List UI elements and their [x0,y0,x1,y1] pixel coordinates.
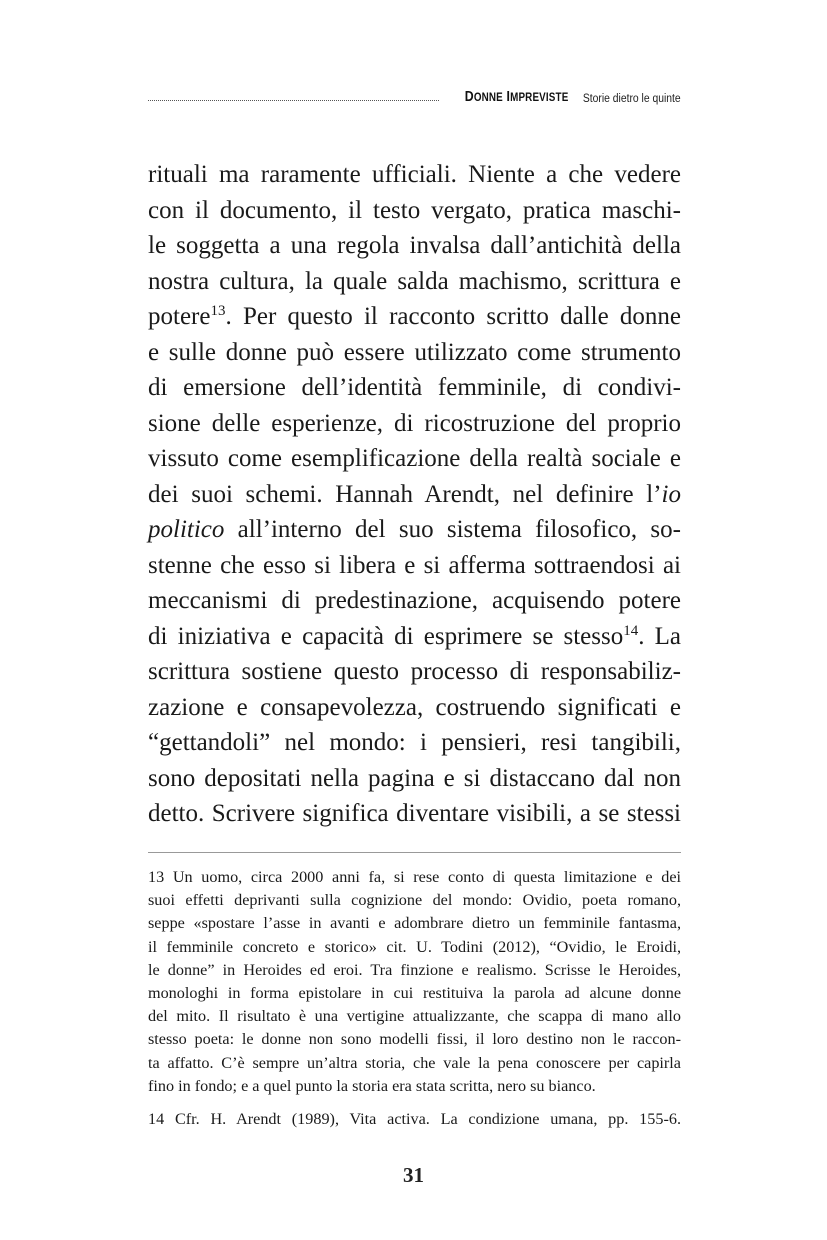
footnotes [148,866,681,1131]
footnote-line: le donne” in Heroides ed eroi. Tra finzione e realismo. Scrisse le Heroides, [148,960,681,979]
body-line: detto. Scrivere significa diventare visibili, a se stessi [148,800,681,827]
body-line: stenne che esso si libera e si afferma sottraendosi ai [148,551,681,579]
body-line: rituali ma raramente ufficiali. Niente a che vedere [148,161,681,188]
book-title-rest-2: MPREVISTE [509,90,569,104]
footnote-ref-14[interactable]: 14 [623,622,639,639]
footnote-line: 13 Un uomo, circa 2000 anni fa, si rese conto di questa limitazione e dei [148,868,681,886]
footnote-line: 14 Cfr. H. Arendt (1989), Vita activa. La condizione umana, pp. 155-6. [148,1109,681,1128]
italic-term: politico [148,516,225,543]
body-text [148,157,681,832]
footnote-14 [148,1108,681,1131]
body-line: nostra cultura, la quale salda machismo, scrittura e [148,267,681,295]
book-title [465,88,569,105]
body-text-run: potere [148,303,211,330]
footnote-line: stesso poeta: le donne non sono modelli fissi, il loro destino non le raccon- [148,1030,681,1049]
body-line: “gettandoli” nel mondo: i pensieri, resi tangibili, [148,729,681,756]
running-head [148,88,681,105]
body-text-run: dei suoi schemi. Hannah Arendt, nel definire l’ [148,480,662,508]
dotted-leader [148,99,439,101]
footnote-ref-13[interactable]: 13 [210,303,226,319]
body-line [148,619,681,655]
book-title-initial-2: I [506,88,510,105]
footnote-line: seppe «spostare l’asse in avanti e adombrare dietro un femminile fantasma, [148,914,681,933]
footnote-line: suoi effetti deprivanti sulla cognizione del mondo: Ovidio, poeta romano, [148,891,681,910]
page-number: 31 [403,1163,424,1187]
footnote-line: monologhi in forma epistolare in cui restituiva la parola ad alcune donne [148,983,681,1002]
body-line: sono depositati nella pagina e si distaccano dal non [148,764,681,792]
footnote-line: del mito. Il risultato è una vertigine attualizzante, che scappa di mano allo [148,1007,681,1026]
italic-term: io [661,480,681,508]
body-line: sione delle esperienze, di ricostruzione del proprio [148,409,681,437]
book-title-initial-1: D [464,88,474,105]
footnote-line: ta affatto. C’è sempre un’altra storia, che vale la pena conoscere per capirla [148,1053,681,1072]
body-line: le soggetta a una regola invalsa dall’antichità della [148,232,681,259]
footnote-gap [148,1098,681,1108]
body-line [148,477,681,513]
body-line: e sulle donne può essere utilizzato come strumento [148,338,681,366]
footnote-line: il femminile concreto e storico» cit. U. Todini (2012), “Ovidio, le Eroidi, [148,937,681,956]
body-line: con il documento, il testo vergato, pratica maschi- [148,196,681,224]
body-text-run: all’interno del suo sistema filosofico, so- [224,516,681,543]
body-line: meccanismi di predestinazione, acquisendo potere [148,587,681,614]
body-text-run: . Per questo il racconto scritto dalle donne [225,303,681,330]
body-line [148,512,681,548]
body-line [148,299,681,335]
body-line: vissuto come esemplificazione della realtà sociale e [148,445,681,472]
footnote-13 [148,866,681,1098]
footnote-line: fino in fondo; e a quel punto la storia era stata scritta, nero su bianco. [148,1076,596,1095]
footnote-separator [148,852,681,853]
body-line: di emersione dell’identità femminile, di condivi- [148,374,681,401]
body-line: zazione e consapevolezza, costruendo significati e [148,693,681,721]
book-subtitle: Storie dietro le quinte [583,93,681,105]
body-line: scrittura sostiene questo processo di responsabiliz- [148,658,681,685]
body-text-run: di iniziativa e capacità di esprimere se stesso [148,622,624,650]
body-text-run: . La [638,622,681,650]
book-title-rest-1: ONNE [473,90,503,104]
